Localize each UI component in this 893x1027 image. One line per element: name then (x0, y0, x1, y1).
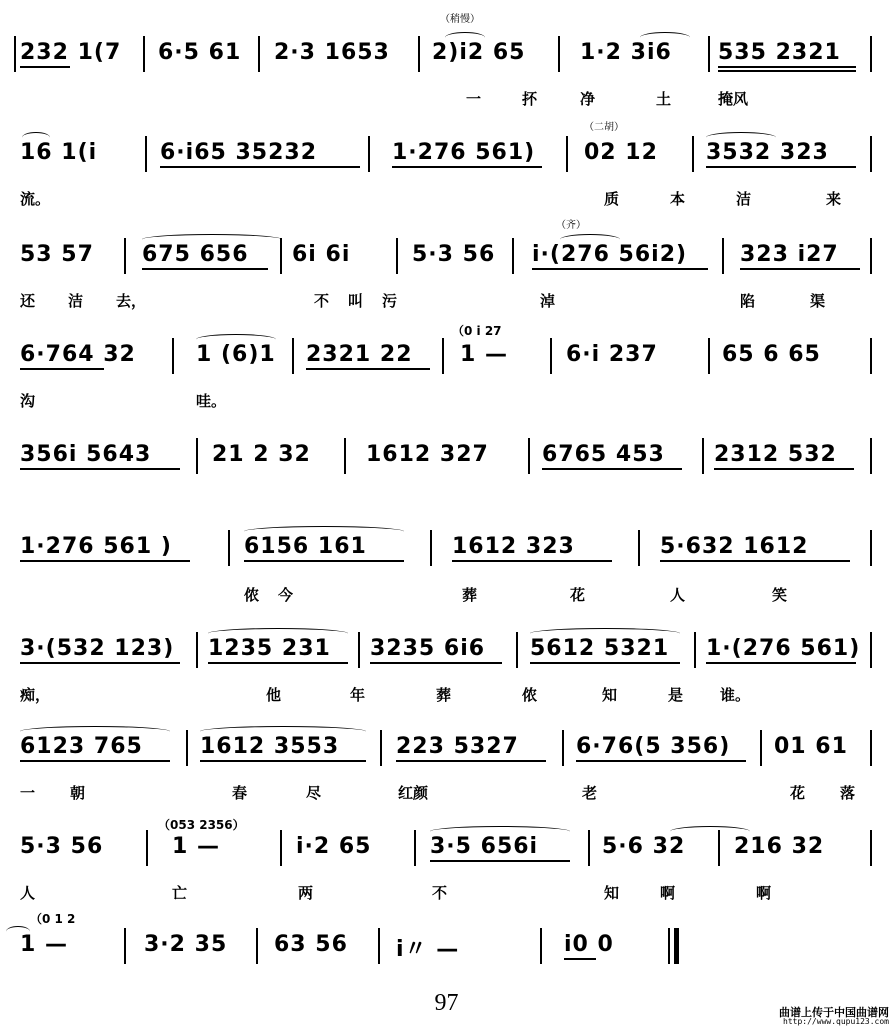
measure: 232 1(7 (20, 40, 122, 65)
lyric: 土 (656, 90, 672, 108)
measure: 1 — (20, 932, 68, 957)
lyric: 朝 (70, 784, 86, 802)
measure: 6·76(5 356) (576, 734, 731, 759)
measure: 1·276 561) (392, 140, 536, 165)
intro-annotation: （0 1 2 (30, 912, 76, 926)
measure: 16 1(i (20, 140, 98, 165)
barline (430, 530, 432, 566)
lyric: 一 (466, 90, 482, 108)
slur (560, 234, 620, 245)
underline (714, 468, 854, 470)
measure: 1·276 561 ) (20, 534, 172, 559)
measure: 1612 323 (452, 534, 575, 559)
barline (638, 530, 640, 566)
score-line-6 (0, 500, 893, 610)
lyric: 渠 (810, 292, 826, 310)
measure: 3·(532 123) (20, 636, 175, 661)
underline (576, 760, 746, 762)
underline (20, 560, 190, 562)
barline (708, 338, 710, 374)
lyric: 春 (232, 784, 248, 802)
barline (124, 928, 126, 964)
lyric: 质 (604, 190, 620, 208)
measure: 535 2321 (718, 40, 841, 65)
lyric: 洁 (68, 292, 84, 310)
slur (200, 726, 366, 737)
lyric: 葬 (436, 686, 452, 704)
lyric: 是 (668, 686, 684, 704)
barline (380, 730, 382, 766)
barline (694, 632, 696, 668)
barline (870, 36, 872, 72)
lyric: 知 (602, 686, 618, 704)
intro-annotation: （053 2356） (158, 818, 245, 832)
barline (14, 36, 16, 72)
underline (244, 560, 404, 562)
lyric: 痴， (20, 686, 51, 704)
underline (208, 662, 348, 664)
measure: 53 57 (20, 242, 94, 267)
measure: 3·2 35 (144, 932, 228, 957)
measure: 5·3 56 (20, 834, 104, 859)
underline (370, 662, 502, 664)
measure: 5·3 56 (412, 242, 496, 267)
underline (396, 760, 546, 762)
lyric: 谁。 (720, 686, 751, 704)
measure: 6·i 237 (566, 342, 658, 367)
barline (358, 632, 360, 668)
barline (550, 338, 552, 374)
measure: 1·2 3i6 (580, 40, 672, 65)
score-line-8 (0, 710, 893, 810)
barline (870, 632, 872, 668)
lyric: 人 (670, 586, 686, 604)
underline (430, 860, 570, 862)
measure: 6·i65 35232 (160, 140, 318, 165)
underline (392, 166, 542, 168)
measure: 2·3 1653 (274, 40, 390, 65)
lyric: 落 (840, 784, 856, 802)
score-line-3 (0, 210, 893, 310)
lyric: 啊 (660, 884, 676, 902)
barline (760, 730, 762, 766)
underline (452, 560, 612, 562)
barline (870, 438, 872, 474)
measure: i·2 65 (296, 834, 372, 859)
measure: 3235 6i6 (370, 636, 486, 661)
lyric: 红颜 (398, 784, 429, 802)
measure: 356i 5643 (20, 442, 152, 467)
measure: 6·764 32 (20, 342, 136, 367)
lyric: 年 (350, 686, 366, 704)
lyric: 一 (20, 784, 36, 802)
measure: 6i 6i (292, 242, 351, 267)
underline (530, 662, 680, 664)
measure: 3532 323 (706, 140, 829, 165)
underline (20, 468, 180, 470)
slur (640, 32, 690, 43)
lyric: 不 (314, 292, 330, 310)
measure: 6765 453 (542, 442, 665, 467)
slur (445, 32, 485, 43)
barline (702, 438, 704, 474)
barline (722, 238, 724, 274)
lyric: 洁 (736, 190, 752, 208)
final-barline-thin (668, 928, 670, 964)
barline (172, 338, 174, 374)
underline (306, 368, 430, 370)
barline (186, 730, 188, 766)
barline (562, 730, 564, 766)
measure: 6123 765 (20, 734, 143, 759)
measure: 1612 3553 (200, 734, 340, 759)
score-line-2 (0, 110, 893, 210)
slur (706, 132, 776, 143)
slur (430, 826, 570, 837)
score-line-7 (0, 610, 893, 710)
lyric: 不 (432, 884, 448, 902)
barline (396, 238, 398, 274)
measure: 1 — (460, 342, 508, 367)
underline (160, 166, 360, 168)
measure: 216 32 (734, 834, 825, 859)
measure: 3·5 656i (430, 834, 539, 859)
lyric: 淖 (540, 292, 556, 310)
barline (256, 928, 258, 964)
lyric: 叫 (348, 292, 364, 310)
slur (530, 628, 680, 639)
slur (244, 526, 404, 537)
barline (344, 438, 346, 474)
measure: 5·632 1612 (660, 534, 809, 559)
underline (200, 760, 366, 762)
ensemble-annotation: （齐） (556, 220, 586, 231)
lyric: 陷 (740, 292, 756, 310)
measure: 2321 22 (306, 342, 413, 367)
barline (708, 36, 710, 72)
barline (368, 136, 370, 172)
barline (870, 530, 872, 566)
barline (870, 730, 872, 766)
barline (692, 136, 694, 172)
measure: 5612 5321 (530, 636, 670, 661)
measure: 1·(276 561) (706, 636, 861, 661)
page-number: 97 (434, 990, 459, 1016)
lyric: 流。 (20, 190, 51, 208)
tempo-annotation: （稍慢） (440, 14, 480, 25)
measure: 1 — (172, 834, 220, 859)
barline (588, 830, 590, 866)
lyric: 去， (116, 292, 147, 310)
lyric: 来 (826, 190, 842, 208)
barline (414, 830, 416, 866)
measure: 65 6 65 (722, 342, 821, 367)
underline (142, 268, 268, 270)
score-line-5 (0, 410, 893, 500)
lyric: 侬 (522, 686, 538, 704)
measure: 323 i27 (740, 242, 839, 267)
lyric: 哇。 (196, 392, 227, 410)
lyric: 今 (278, 586, 294, 604)
lyric: 葬 (462, 586, 478, 604)
measure: 63 56 (274, 932, 348, 957)
underline (20, 760, 170, 762)
measure: 01 61 (774, 734, 848, 759)
underline (20, 66, 70, 68)
underline (706, 166, 856, 168)
measure: i〃 — (396, 937, 460, 962)
final-barline-thick (674, 928, 679, 964)
barline (512, 238, 514, 274)
lyric: 花 (790, 784, 806, 802)
barline (528, 438, 530, 474)
lyric: 掩风 (718, 90, 749, 108)
score-line-1 (0, 0, 893, 110)
barline (540, 928, 542, 964)
barline (566, 136, 568, 172)
barline (870, 136, 872, 172)
underline (20, 368, 104, 370)
barline (870, 338, 872, 374)
intro-annotation: （0 i 27 (452, 324, 502, 338)
barline (516, 632, 518, 668)
instrument-annotation: （二胡） (584, 122, 624, 133)
measure: 2312 532 (714, 442, 837, 467)
slur (208, 628, 348, 639)
underline (564, 958, 596, 960)
measure: 223 5327 (396, 734, 519, 759)
underline (706, 662, 856, 664)
slur (670, 826, 750, 837)
lyric: 花 (570, 586, 586, 604)
lyric: 净 (580, 90, 596, 108)
measure: 675 656 (142, 242, 249, 267)
barline (378, 928, 380, 964)
measure: 5·6 32 (602, 834, 686, 859)
measure: 6156 161 (244, 534, 367, 559)
lyric: 侬 (244, 586, 260, 604)
underline (542, 468, 682, 470)
barline (196, 438, 198, 474)
lyric: 人 (20, 884, 36, 902)
measure: i·(276 56i2) (532, 242, 688, 267)
measure: 1 (6)1 (196, 342, 276, 367)
measure: 02 12 (584, 140, 658, 165)
underline (740, 268, 860, 270)
barline (196, 632, 198, 668)
slur (22, 132, 50, 143)
lyric: 本 (670, 190, 686, 208)
measure: 1235 231 (208, 636, 331, 661)
barline (870, 238, 872, 274)
lyric: 还 (20, 292, 36, 310)
lyric: 亡 (172, 884, 188, 902)
watermark-url: http://www.qupu123.com (783, 1017, 889, 1026)
slur (6, 926, 30, 937)
barline (145, 136, 147, 172)
score-line-10 (0, 900, 893, 980)
lyric: 笑 (772, 586, 788, 604)
barline (228, 530, 230, 566)
measure: 1612 327 (366, 442, 489, 467)
barline (143, 36, 145, 72)
measure: 6·5 61 (158, 40, 242, 65)
barline (418, 36, 420, 72)
lyric: 老 (582, 784, 598, 802)
barline (292, 338, 294, 374)
measure: 2)i2 65 (432, 40, 526, 65)
lyric: 啊 (756, 884, 772, 902)
underline (532, 268, 708, 270)
score-line-4 (0, 310, 893, 410)
barline (558, 36, 560, 72)
underline (718, 70, 856, 72)
underline (20, 662, 180, 664)
lyric: 两 (298, 884, 314, 902)
lyric: 污 (382, 292, 398, 310)
lyric: 抔 (522, 90, 538, 108)
barline (124, 238, 126, 274)
underline (718, 66, 856, 68)
lyric: 他 (266, 686, 282, 704)
barline (280, 830, 282, 866)
lyric: 尽 (306, 784, 322, 802)
lyric: 知 (604, 884, 620, 902)
barline (870, 830, 872, 866)
score-line-9 (0, 810, 893, 900)
measure: 21 2 32 (212, 442, 311, 467)
watermark: 曲谱上传于中国曲谱网 (779, 1006, 889, 1019)
slur (20, 726, 170, 737)
barline (442, 338, 444, 374)
lyric: 沟 (20, 392, 36, 410)
slur (142, 234, 282, 245)
measure: i0 0 (564, 932, 614, 957)
slur (196, 334, 276, 345)
barline (146, 830, 148, 866)
barline (258, 36, 260, 72)
underline (660, 560, 850, 562)
